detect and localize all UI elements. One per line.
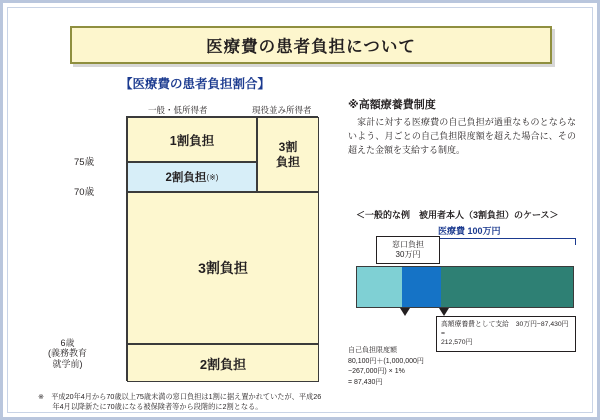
pointer-arrow-left [400,308,410,316]
age-label-6 [48,338,87,369]
counter-payment-line2: 30万円 [395,250,421,259]
pointer-arrow-right [439,308,449,316]
cell-sanwari-right-line1: 3割 [278,139,298,154]
column-label-active-income: 現役並み所得者 [252,105,312,115]
high-cost-callout-line1: 高額療養費として支給 30万円−87,430円 = [441,321,569,338]
footnote-line1: ※ 平成20年4月から70歳以上75歳未満の窓口負担は1割に据え置かれていたが、平成26 [38,392,322,401]
age-label-75: 75歳 [74,157,95,168]
cell-sanwari-active-income [257,117,319,192]
page-title [70,26,552,64]
cell-niwari-label: 2割負担 [165,172,207,184]
case-example-label: ＜一般的な例 被用者本人（3割負担）のケース＞ [356,210,559,220]
self-pay-limit-line1: 自己負担限度額 [348,347,397,354]
bar-segment-koukaku-shikyuu [357,267,402,307]
page-title-text: 医療費の患者負担について [206,38,416,56]
page-inner-border [7,7,593,413]
high-cost-callout-line2: 212,570円 [441,339,473,347]
cell-niwari-note: (※) [206,172,219,182]
footnote [38,392,583,413]
cell-niwari-preschool: 2割負担 [127,344,319,382]
self-pay-limit-note [348,346,440,388]
column-label-general: 一般・低所得者 [148,105,208,115]
cell-sanwari-main: 3割負担 [127,192,319,344]
total-cost-label: 医療費 100万円 [438,226,501,236]
high-cost-body: 家計に対する医療費の自己負担が過重なものとならないよう、月ごとの自己負担限度額を超えた場合に、その超えた金額を支給する制度。 [348,117,576,155]
burden-ratio-chart [126,116,318,381]
cost-breakdown-bar [356,266,574,308]
cell-niwari-70to75 [127,162,257,192]
cell-sanwari-right-line2: 負担 [275,154,300,169]
age-label-6-line1: 6歳 [60,338,75,348]
high-cost-callout [436,316,576,352]
age-label-6-line2: (義務教育 [48,348,87,359]
cell-ichiwari: 1割負担 [127,117,257,162]
counter-payment-line1: 窓口負担 [392,240,424,249]
footnote-line2: 年4月以降新たに70歳になる被保険者等から段階的に2割となる。 [38,402,263,412]
self-pay-limit-line3: = 87,430円 [348,378,383,386]
age-label-6-line3: 就学前) [52,358,83,369]
counter-payment-box [376,236,440,264]
bar-segment-hoken-kyufu [441,267,573,307]
self-pay-limit-line2: 80,100円＋(1,000,000円−267,000円) × 1% [348,357,424,375]
age-label-70: 70歳 [74,187,95,198]
high-cost-heading: ※高額療養費制度 [348,99,436,111]
section-heading-left: 【医療費の患者負担割合】 [120,77,271,91]
bar-segment-jikofutan-gendogaku [402,267,441,307]
